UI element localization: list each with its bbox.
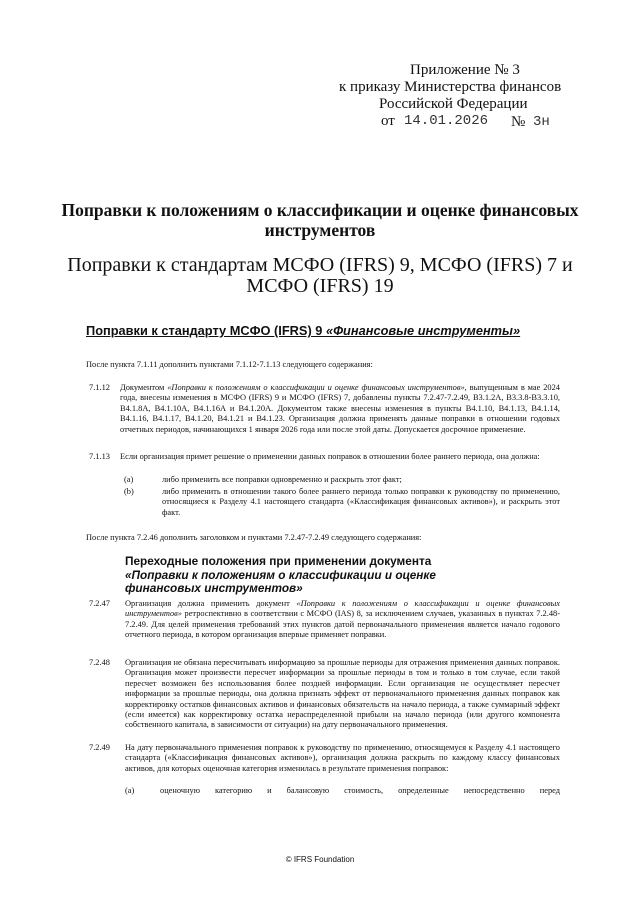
list-item-text: либо применить все поправки одновременно и раскрыть этот факт; (162, 475, 402, 484)
order-date: 14.01.2026 (404, 113, 489, 129)
document-name-italic: «Поправки к положениям о классификации и оценке финансовых инструментов» (167, 383, 465, 392)
paragraph-number: 7.2.47 (89, 599, 110, 608)
document-title: Поправки к положениям о классификации и оценке финансовых инструментов (61, 200, 579, 240)
transition-heading-line-1: Переходные положения при применении документа (125, 554, 432, 568)
section-heading (86, 323, 520, 338)
intro-paragraph-1: После пункта 7.1.11 дополнить пунктами 7.1.12-7.1.13 следующего содержания: (86, 360, 373, 369)
order-number-label: № (511, 114, 526, 130)
paragraph-number: 7.1.12 (89, 383, 110, 392)
paragraph-7-2-49: На дату первоначального применения поправок к руководству по применению, относящемуся к Разделу 4.1 настоящего стандарта («Классификация финансовых активов»), организация должна раскрыть по каждому классу финансовых активов, для которых оценочная категория изменилась в результате применения поправок: (125, 743, 560, 773)
list-item-label: (a) (125, 786, 135, 795)
paragraph-lead: Организация должна применить документ (125, 599, 297, 608)
paragraph-body: , выпущенным в мае 2024 года, внесены изменения в МСФО (IFRS) 9 и МСФО (IFRS) 7, добавлены пункты 7.2.47-7.2.49, B3.1.2A, B3.3.8-B3.3.10, B4.1.8A, B4.1.10A, B4.1.16A и B4.1.20A. Документом также внесены изменения в пункты B4.1.10, B4.1.13, B4.1.14, B4.1.16, B4.1.17, B4.1.20, B4.1.21 и B4.1.23. Организация должна применять данные поправки в отношении годовых отчетных периодов, начинающихся 1 января 2026 года или после этой даты. Допускается досрочное применение. (120, 383, 560, 434)
list-item-label: (b) (124, 487, 134, 496)
paragraph-7-1-12 (120, 383, 560, 435)
paragraph-7-1-13: Если организация примет решение о применении данных поправок в отношении более раннего периода, она должна: (120, 452, 540, 461)
paragraph-number: 7.1.13 (89, 452, 110, 461)
transition-heading (125, 555, 436, 596)
paragraph-7-2-48: Организация не обязана пересчитывать информацию за прошлые периоды для отражения применения данных поправок. Организация может произвести пересчет информации за прошлые периоды в том и только в том случае, если такой пересчет возможен без использования более поздней информации. Если организация не осуществляет пересчет информации за прошлые периоды, она должна признать эффект от первоначального применения данных поправок как корректировку остатков финансовых активов и финансовых обязательств на начало периода, а также суммарный эффект (если имеется) как корректировку остатка нераспределенной прибыли на начало периода (или другого компонента собственного капитала, в зависимости от ситуации) на дату первоначального применения. (125, 658, 560, 730)
appendix-ministry-line: Российской Федерации (379, 96, 528, 112)
transition-heading-line-3: финансовых инструментов» (125, 581, 303, 595)
list-item-text: оценочную категорию и балансовую стоимость, определенные непосредственно перед (160, 786, 560, 795)
document-subtitle: Поправки к стандартам МСФО (IFRS) 9, МСФО (IFRS) 7 и МСФО (IFRS) 19 (67, 254, 573, 297)
section-heading-prefix: Поправки к стандарту МСФО (IFRS) 9 (86, 323, 326, 338)
intro-paragraph-2: После пункта 7.2.46 дополнить заголовком и пунктами 7.2.47-7.2.49 следующего содержания: (86, 533, 422, 542)
section-heading-italic: «Финансовые инструменты» (325, 323, 521, 338)
order-date-label: от (381, 113, 395, 129)
list-item-label: (a) (124, 475, 134, 484)
appendix-number: Приложение № 3 (410, 62, 520, 78)
appendix-order-line: к приказу Министерства финансов (339, 79, 562, 95)
document-name-italic: «Поправки к положениям о классификации и оценке финансовых инструментов» (125, 599, 560, 619)
transition-heading-line-2: «Поправки к положениям о классификации и оценке (125, 567, 436, 582)
paragraph-body: ретроспективно в соответствии с МСФО (IAS) 8, за исключением случаев, указанных в пунктах 7.2.48-7.2.49. Для целей применения требований этих пунктов датой первоначального применения является начало годового отчетного периода, в котором организация впервые применяет поправки. (125, 609, 560, 640)
footer-copyright: © IFRS Foundation (285, 855, 355, 864)
paragraph-lead: Документом (120, 383, 168, 392)
paragraph-number: 7.2.48 (89, 658, 110, 667)
order-number: 3н (533, 114, 550, 130)
list-item-text: либо применить в отношении такого более раннего периода только поправки к руководству по применению, относящиеся к Разделу 4.1 настоящего стандарта («Классификация финансовых активов»), и раскрыть этот факт. (162, 487, 560, 517)
paragraph-7-2-47 (125, 599, 560, 641)
paragraph-number: 7.2.49 (89, 743, 110, 752)
